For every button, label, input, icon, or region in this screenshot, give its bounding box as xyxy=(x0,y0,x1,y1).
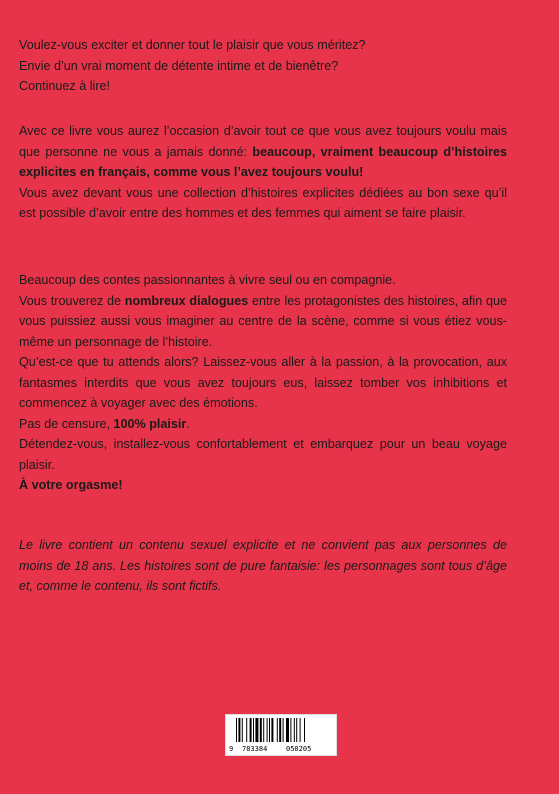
paragraph-1-text: Avec ce livre vous aurez l’occasion d’avoir tout ce que vous avez toujours voulu mais que personne ne vous a jamais donné: xyxy=(19,124,507,159)
dialogues-bold: nombreux dialogues xyxy=(124,293,249,308)
censure-bold: 100% plaisir xyxy=(113,416,187,431)
barcode-bar xyxy=(236,718,237,742)
closing-bold: À votre orgasme! xyxy=(19,478,123,492)
disclaimer-text: Le livre contient un contenu sexuel explicite et ne convient pas aux personnes de moins de 18 ans. Les histoires sont de pure fantaisie: les personnages sont tous d’âge et, comme le contenu, ils sont fictifs. xyxy=(19,538,507,593)
barcode-bars xyxy=(226,715,336,745)
barcode-digits-2: 783384 xyxy=(242,745,268,753)
barcode-bar xyxy=(279,718,281,742)
barcode-bar xyxy=(290,718,291,742)
barcode-digit-1: 9 xyxy=(229,745,234,753)
barcode-bar xyxy=(242,718,243,742)
barcode-bar xyxy=(250,718,252,742)
paragraph-1-main xyxy=(19,121,507,183)
paragraph-2 xyxy=(19,270,507,496)
barcode-bar xyxy=(296,718,297,742)
intro-line-2: Envie d’un vrai moment de détente intime et de bienêtre? xyxy=(19,58,339,73)
paragraph-2-dialogues xyxy=(19,291,507,353)
barcode-bar xyxy=(277,718,278,742)
paragraph-2-question: Qu’est-ce que tu attends alors? Laissez-vous aller à la passion, à la provocation, aux fantasmes interdits que vous avez toujours eus, laissez tomber vos inhibitions et commencez à voyager avec des émotions. xyxy=(19,355,507,410)
barcode-bar xyxy=(286,718,289,742)
barcode-bar xyxy=(238,718,240,742)
intro-line-3: Continuez à lire! xyxy=(19,79,111,93)
barcode-bar xyxy=(267,718,268,742)
paragraph-2-censure xyxy=(19,414,507,435)
censure-post: . xyxy=(186,416,190,431)
paragraph-2-line-1: Beaucoup des contes passionnantes à vivre seul ou en compagnie. xyxy=(19,273,396,287)
barcode-bar xyxy=(246,718,247,742)
barcode-bar xyxy=(300,718,301,742)
barcode-bar xyxy=(271,718,273,742)
censure-pre: Pas de censure, xyxy=(19,416,114,431)
paragraph-2-closing xyxy=(19,475,507,496)
barcode-bar xyxy=(269,718,270,742)
dialogues-post: entre les protagonistes des histoires, afin que vous puissiez aussi vous imaginer au centre de la scène, comme si vous étiez vous-même un personnage de l’histoire. xyxy=(19,293,507,349)
barcode-bar xyxy=(283,718,284,742)
paragraph-1-collection: Vous avez devant vous une collection d’histoires explicites dédiées au bon sexe qu’il est possible d’avoir entre des hommes et des femmes qui aiment se faire plaisir. xyxy=(19,185,507,220)
paragraph-2-relax: Détendez-vous, installez-vous confortablement et embarquez pour un beau voyage plaisir. xyxy=(19,437,507,472)
paragraph-1-bold: beaucoup, vraiment beaucoup d’histoires explicites en français, comme vous l’avez toujours voulu! xyxy=(19,144,507,179)
barcode-bar xyxy=(294,718,295,742)
paragraph-1 xyxy=(19,121,507,224)
barcode-bar xyxy=(260,718,262,742)
barcode-bar xyxy=(253,718,254,742)
barcode-bar xyxy=(304,718,305,742)
disclaimer xyxy=(19,535,507,597)
barcode-digits-3: 050205 xyxy=(286,745,312,753)
intro-line-1: Voulez-vous exciter et donner tout le plaisir que vous méritez? xyxy=(19,38,366,52)
intro-block xyxy=(19,35,507,97)
dialogues-pre: Vous trouverez de xyxy=(19,293,125,308)
isbn-barcode xyxy=(225,714,337,756)
barcode-bar xyxy=(263,718,264,742)
barcode-bar xyxy=(255,718,258,742)
